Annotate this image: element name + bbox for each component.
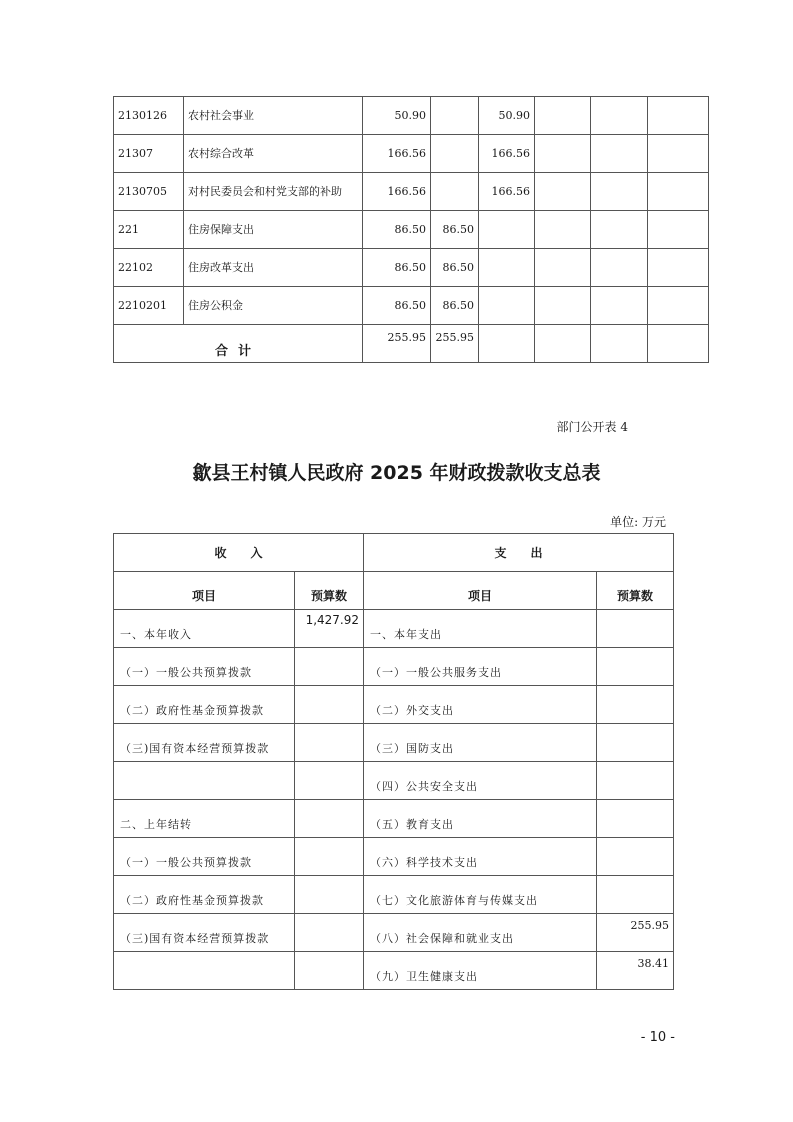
income-item: 一、本年收入	[114, 610, 295, 648]
expense-item: 一、本年支出	[364, 610, 597, 648]
cell	[535, 211, 591, 249]
table-row	[114, 173, 709, 211]
income-item: （三)国有资本经营预算拨款	[114, 914, 295, 952]
table-reference: 部门公开表 4	[556, 420, 628, 434]
income-item: （二）政府性基金预算拨款	[114, 876, 295, 914]
account-name: 农村社会事业	[184, 97, 363, 135]
cell	[479, 325, 535, 363]
table-row	[114, 876, 674, 914]
expense-amount: 255.95	[597, 914, 674, 952]
income-amount	[295, 876, 364, 914]
expense-item: （六）科学技术支出	[364, 838, 597, 876]
amount-project	[479, 211, 535, 249]
table-row	[114, 914, 674, 952]
expense-amount	[597, 762, 674, 800]
expense-amount	[597, 686, 674, 724]
unit-label: 单位: 万元	[610, 515, 666, 529]
amount-basic: 86.50	[431, 287, 479, 325]
income-amount	[295, 724, 364, 762]
account-code: 22102	[114, 249, 184, 287]
amount-basic	[431, 97, 479, 135]
expense-amount	[597, 610, 674, 648]
total-basic: 255.95	[431, 325, 479, 363]
cell	[648, 325, 709, 363]
income-amount: 1,427.92	[295, 610, 364, 648]
cell	[535, 97, 591, 135]
cell	[535, 249, 591, 287]
cell	[591, 173, 648, 211]
income-item: 二、上年结转	[114, 800, 295, 838]
table-row	[114, 686, 674, 724]
amount-total: 166.56	[363, 173, 431, 211]
expense-item: （三）国防支出	[364, 724, 597, 762]
cell	[591, 325, 648, 363]
table-row	[114, 762, 674, 800]
amount-total: 86.50	[363, 249, 431, 287]
total-amount: 255.95	[363, 325, 431, 363]
cell	[648, 97, 709, 135]
cell	[591, 249, 648, 287]
expense-item-header: 项目	[364, 572, 597, 610]
cell	[648, 249, 709, 287]
account-code: 2130705	[114, 173, 184, 211]
table-row	[114, 287, 709, 325]
cell	[591, 211, 648, 249]
income-header: 收 入	[114, 534, 364, 572]
total-row	[114, 325, 709, 363]
income-item: （三)国有资本经营预算拨款	[114, 724, 295, 762]
account-code: 2130126	[114, 97, 184, 135]
amount-basic: 86.50	[431, 211, 479, 249]
income-amount	[295, 762, 364, 800]
table-row	[114, 610, 674, 648]
income-amount	[295, 800, 364, 838]
account-code: 21307	[114, 135, 184, 173]
account-code: 221	[114, 211, 184, 249]
amount-project: 166.56	[479, 135, 535, 173]
summary-table	[113, 533, 674, 990]
table-row	[114, 648, 674, 686]
table-row	[114, 838, 674, 876]
expense-item: （五）教育支出	[364, 800, 597, 838]
income-item: （一）一般公共预算拨款	[114, 838, 295, 876]
income-item	[114, 952, 295, 990]
amount-basic	[431, 173, 479, 211]
cell	[648, 135, 709, 173]
income-item: （二）政府性基金预算拨款	[114, 686, 295, 724]
income-amount	[295, 838, 364, 876]
expense-item: （七）文化旅游体育与传媒支出	[364, 876, 597, 914]
cell	[591, 287, 648, 325]
table-row	[114, 97, 709, 135]
amount-basic	[431, 135, 479, 173]
expense-item: （九）卫生健康支出	[364, 952, 597, 990]
income-amount	[295, 914, 364, 952]
cell	[648, 287, 709, 325]
account-name: 对村民委员会和村党支部的补助	[184, 173, 363, 211]
income-item	[114, 762, 295, 800]
page-number: - 10 -	[640, 1030, 675, 1045]
amount-total: 86.50	[363, 287, 431, 325]
amount-project: 166.56	[479, 173, 535, 211]
expense-amount	[597, 838, 674, 876]
expense-item: （四）公共安全支出	[364, 762, 597, 800]
amount-basic: 86.50	[431, 249, 479, 287]
expense-amount	[597, 648, 674, 686]
income-amount	[295, 648, 364, 686]
income-amount	[295, 686, 364, 724]
table-row	[114, 135, 709, 173]
expense-item: （二）外交支出	[364, 686, 597, 724]
table-row	[114, 724, 674, 762]
table-row	[114, 800, 674, 838]
cell	[591, 97, 648, 135]
cell	[535, 325, 591, 363]
income-budget-header: 预算数	[295, 572, 364, 610]
account-code: 2210201	[114, 287, 184, 325]
column-header-row	[114, 572, 674, 610]
expense-item: （八）社会保障和就业支出	[364, 914, 597, 952]
expense-amount	[597, 724, 674, 762]
expenditure-detail-table	[113, 96, 709, 363]
expense-amount	[597, 876, 674, 914]
page-title: 歙县王村镇人民政府 2025 年财政拨款收支总表	[192, 462, 601, 484]
expense-budget-header: 预算数	[597, 572, 674, 610]
table-row	[114, 211, 709, 249]
amount-total: 50.90	[363, 97, 431, 135]
total-label: 合计	[114, 325, 363, 363]
account-name: 住房保障支出	[184, 211, 363, 249]
cell	[535, 135, 591, 173]
amount-total: 166.56	[363, 135, 431, 173]
cell	[535, 287, 591, 325]
section-header-row	[114, 534, 674, 572]
cell	[648, 211, 709, 249]
amount-project: 50.90	[479, 97, 535, 135]
cell	[535, 173, 591, 211]
income-amount	[295, 952, 364, 990]
amount-project	[479, 287, 535, 325]
account-name: 住房公积金	[184, 287, 363, 325]
amount-total: 86.50	[363, 211, 431, 249]
account-name: 农村综合改革	[184, 135, 363, 173]
cell	[591, 135, 648, 173]
expense-header: 支 出	[364, 534, 674, 572]
expense-amount	[597, 800, 674, 838]
table-row	[114, 952, 674, 990]
expense-amount: 38.41	[597, 952, 674, 990]
amount-project	[479, 249, 535, 287]
income-item: （一）一般公共预算拨款	[114, 648, 295, 686]
table-row	[114, 249, 709, 287]
expense-item: （一）一般公共服务支出	[364, 648, 597, 686]
income-item-header: 项目	[114, 572, 295, 610]
account-name: 住房改革支出	[184, 249, 363, 287]
cell	[648, 173, 709, 211]
